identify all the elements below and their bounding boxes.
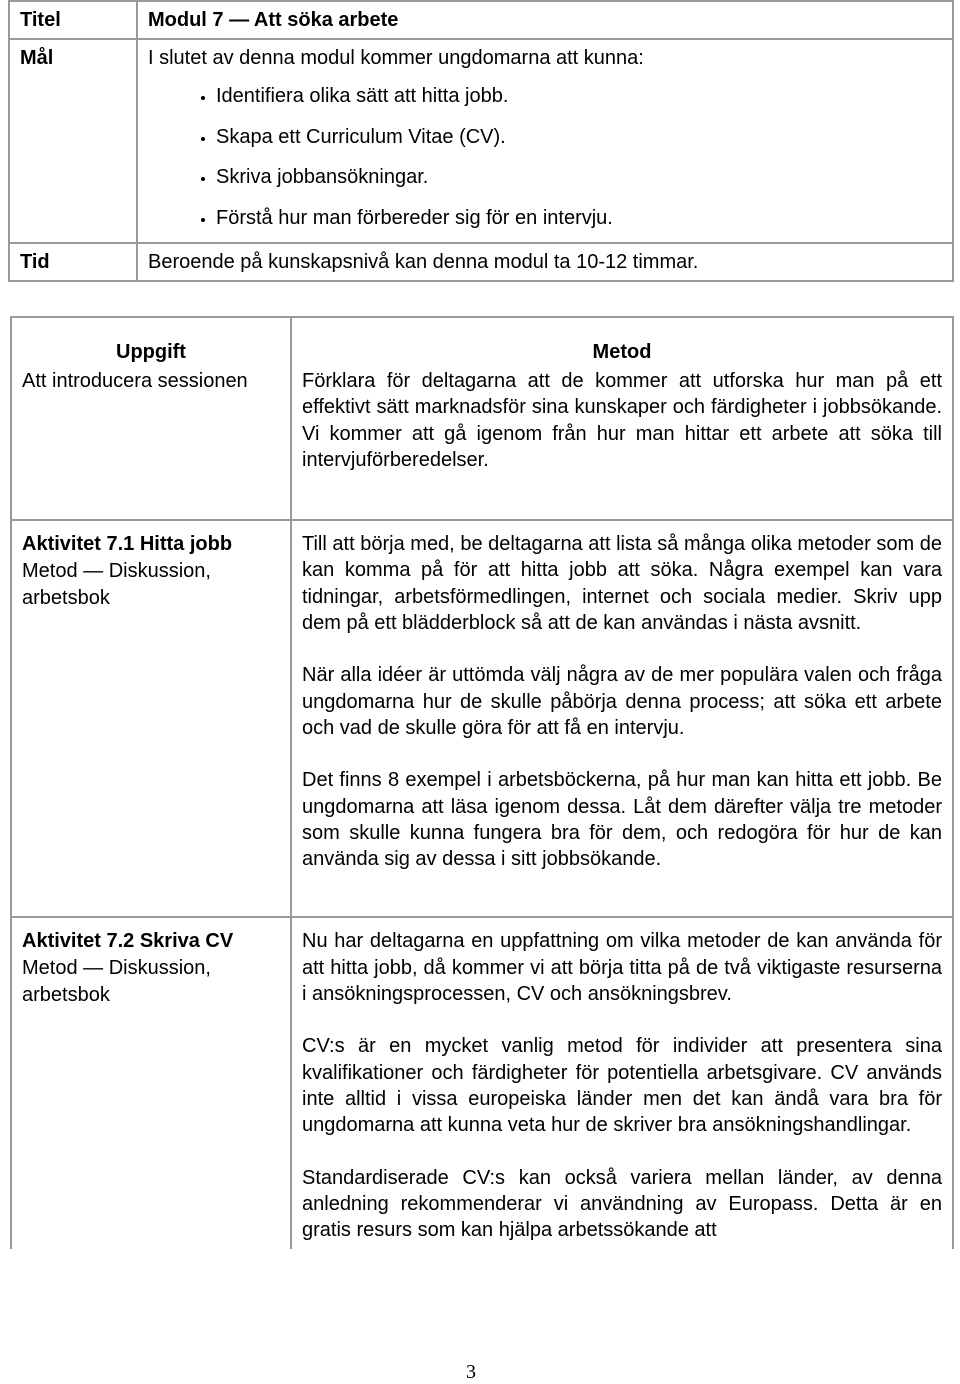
- info-row-title: [9, 1, 953, 39]
- goal-item: • Skapa ett Curriculum Vitae (CV).: [216, 117, 942, 158]
- goals-intro: I slutet av denna modul kommer ungdomarna att kunna:: [148, 47, 644, 69]
- activity-method-cell: [291, 917, 953, 1249]
- intro-method-cell: [291, 317, 953, 520]
- time-value: Beroende på kunskapsnivå kan denna modul ta 10-12 timmar.: [137, 243, 953, 281]
- intro-task-cell: [11, 317, 291, 520]
- activity-paragraph: Nu har deltagarna en uppfattning om vilka metoder de kan använda för att hitta jobb, då kommer vi att börja titta på de två viktigaste resurserna i ansökningsprocessen, CV och ansökningsbrev.: [302, 930, 942, 1006]
- goals-list: [148, 76, 942, 238]
- goal-item: • Identifiera olika sätt att hitta jobb.: [216, 76, 942, 117]
- info-row-time: [9, 243, 953, 281]
- activity-paragraph: CV:s är en mycket vanlig metod för individer att presentera sina kvalifikationer och färdigheter för potentiella arbetsgivare. CV används inte alltid i vissa europeiska länder men det kan ändå vara bra för ungdomarna att kunna veta hur de skriver bra ansökningshandlingar.: [302, 1035, 942, 1137]
- intro-task: Att introducera sessionen: [22, 370, 248, 392]
- goals-cell: [137, 39, 953, 243]
- info-row-goals: [9, 39, 953, 243]
- activity-title: Aktivitet 7.2 Skriva CV: [22, 930, 234, 953]
- activity-method: Metod — Diskussion, arbetsbok: [22, 560, 211, 610]
- info-label: Titel: [9, 1, 137, 39]
- activity-paragraph: Det finns 8 exempel i arbetsböckerna, på hur man kan hitta ett jobb. Be ungdomarna att läsa igenom dessa. Låt dem därefter välja tre metoder som skulle kunna fungera bra för dem, och redogöra för hur de kan använda sig av dessa i sitt jobbsökande.: [302, 769, 942, 871]
- column-header-method: Metod: [592, 341, 652, 363]
- info-label: Tid: [9, 243, 137, 281]
- activity-table: [10, 316, 954, 1249]
- activity-paragraph: Standardiserade CV:s kan också variera mellan länder, av denna anledning rekommenderar vi användning av Europass. Detta är en gratis resurs som kan hjälpa arbetssökande att: [302, 1166, 942, 1242]
- activity-method-cell: [291, 520, 953, 917]
- activity-row: [11, 917, 953, 1249]
- activity-paragraph: Till att börja med, be deltagarna att lista så många olika metoder som de kan komma på för att hitta jobb att söka. Några exempel kan vara tidningar, arbetsförmedlingen, internet och sociala medier. Skriv upp dem på ett blädderblock så att de kan användas i nästa avsnitt.: [302, 533, 942, 635]
- intro-row: [11, 317, 953, 520]
- activity-title: Aktivitet 7.1 Hitta jobb: [22, 533, 233, 556]
- info-label: Mål: [9, 39, 137, 243]
- activity-method: Metod — Diskussion, arbetsbok: [22, 957, 211, 1007]
- goal-item: • Förstå hur man förbereder sig för en intervju.: [216, 198, 942, 239]
- activity-paragraph: När alla idéer är uttömda välj några av de mer populära valen och fråga ungdomarna hur de skulle påbörja denna process; att söka ett arbete och vad de skulle göra för att få en intervju.: [302, 664, 942, 739]
- activity-task-cell: [11, 520, 291, 917]
- activity-task-cell: [11, 917, 291, 1249]
- activity-row: [11, 520, 953, 917]
- goal-item: • Skriva jobbansökningar.: [216, 157, 942, 198]
- module-info-table: [8, 0, 954, 282]
- page-number: 3: [466, 1361, 476, 1383]
- column-header-task: Uppgift: [116, 341, 186, 363]
- module-title: Modul 7 — Att söka arbete: [137, 1, 953, 39]
- intro-method: Förklara för deltagarna att de kommer att utforska hur man på ett effektivt sätt marknadsför sina kunskaper och färdigheter i jobbsökande. Vi kommer att gå igenom från hur man hittar ett arbete att söka till intervjuförberedelser.: [302, 370, 942, 471]
